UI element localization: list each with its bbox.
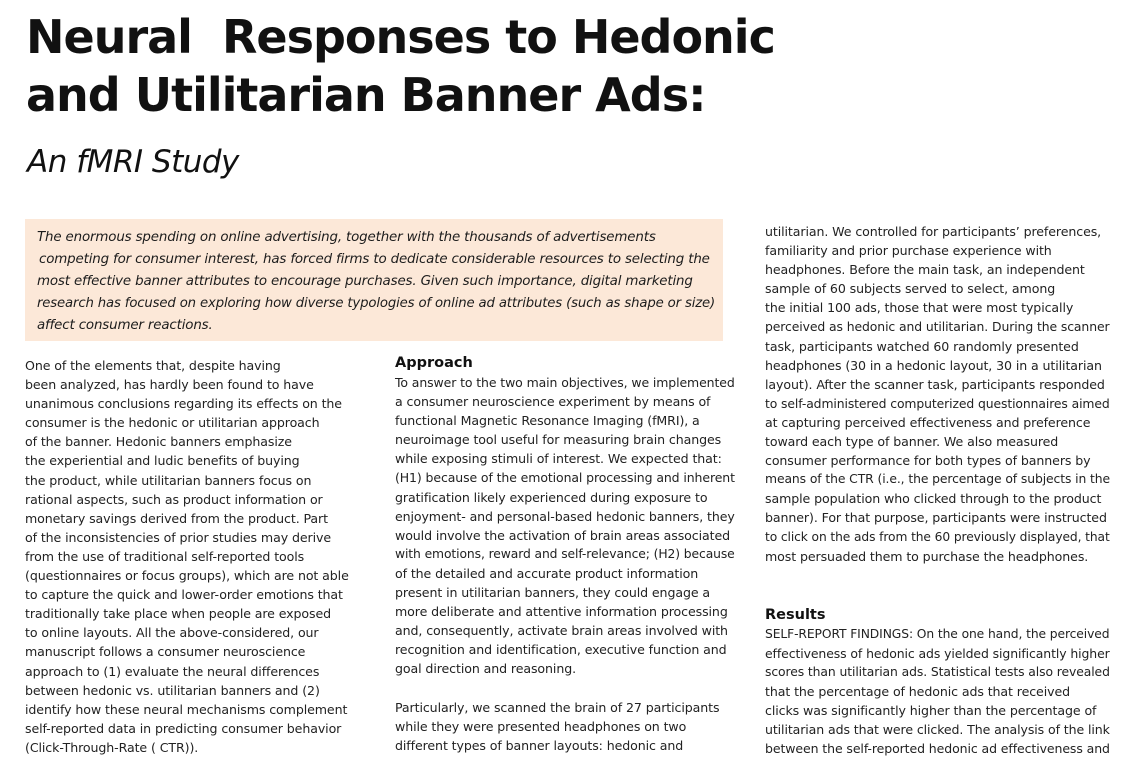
abstract-box	[25, 219, 723, 341]
body-line: self-reported data in predicting consumer behavior	[25, 720, 342, 736]
body-line: consumer is the hedonic or utilitarian approach	[25, 415, 320, 431]
body-line: that the percentage of hedonic ads that received	[765, 683, 1070, 699]
body-line: consumer performance for both types of banners by	[765, 453, 1091, 469]
body-line: utilitarian. We controlled for participants’ preferences,	[765, 224, 1102, 239]
body-line: neuroimage tool useful for measuring brain changes	[395, 432, 722, 448]
body-line: scores than utilitarian ads. Statistical tests also revealed	[765, 664, 1110, 679]
body-line: headphones. Before the main task, an independent	[765, 262, 1085, 278]
body-line: between the self-reported hedonic ad effectiveness and	[765, 741, 1110, 757]
body-line: headphones (30 in a hedonic layout, 30 in a utilitarian	[765, 357, 1102, 373]
body-line: unanimous conclusions regarding its effects on the	[25, 396, 342, 412]
results-section	[765, 606, 1110, 759]
abstract-line: competing for consumer interest, has forced firms to dedicate considerable resources to selecting the	[39, 252, 710, 267]
body-line: means of the CTR (i.e., the percentage of subjects in the	[765, 472, 1111, 487]
title-line: and Utilitarian Banner Ads:	[26, 68, 706, 122]
body-line: banner). For that purpose, participants were instructed	[765, 510, 1107, 526]
body-line: Particularly, we scanned the brain of 27 participants	[395, 699, 720, 715]
body-line: to capture the quick and lower-order emotions that	[25, 587, 343, 603]
body-line: to click on the ads from the 60 previously displayed, that	[765, 529, 1110, 544]
body-line: (questionnaires or focus groups), which are not able	[25, 568, 349, 584]
body-line: the experiential and ludic benefits of buying	[25, 453, 300, 469]
body-line: to online layouts. All the above-considered, our	[25, 625, 319, 641]
body-line: the product, while utilitarian banners focus on	[25, 472, 312, 488]
body-line: utilitarian ads that were clicked. The analysis of the link	[765, 722, 1110, 738]
body-line: effectiveness of hedonic ads yielded significantly higher	[765, 645, 1110, 661]
body-line: manuscript follows a consumer neuroscience	[25, 644, 306, 660]
body-line: would involve the activation of brain areas associated	[395, 527, 731, 543]
article-subtitle: An fMRI Study	[27, 144, 239, 180]
body-line: sample population who clicked through to the product	[765, 491, 1102, 507]
body-line: of the banner. Hedonic banners emphasize	[25, 434, 292, 450]
body-line: SELF-REPORT FINDINGS: On the one hand, the perceived	[765, 626, 1110, 641]
body-line: while they were presented headphones on two	[395, 718, 687, 734]
body-line: different types of banner layouts: hedonic and	[395, 737, 684, 753]
body-line: goal direction and reasoning.	[395, 661, 577, 677]
body-line: with emotions, reward and self-relevance; (H2) because	[395, 546, 735, 561]
methods-results-column	[765, 222, 1110, 758]
body-line: to self-administered computerized questionnaires aimed	[765, 395, 1110, 411]
body-line: monetary savings derived from the product. Part	[25, 510, 328, 526]
abstract-line: The enormous spending on online advertising, together with the thousands of advertisements	[37, 230, 656, 245]
body-line: enjoyment- and personal-based hedonic banners, they	[395, 508, 735, 524]
body-line: sample of 60 subjects served to select, among	[765, 281, 1056, 297]
body-line: of the detailed and accurate product information	[395, 565, 699, 581]
body-line: traditionally take place when people are exposed	[25, 606, 332, 622]
article-title	[26, 8, 775, 124]
body-line: rational aspects, such as product information or	[25, 491, 323, 507]
body-line: most persuaded them to purchase the headphones.	[765, 548, 1089, 564]
body-line: toward each type of banner. We also measured	[765, 434, 1059, 450]
body-line: been analyzed, has hardly been found to have	[25, 377, 314, 393]
abstract-line: affect consumer reactions.	[37, 318, 213, 333]
body-line: from the use of traditional self-reported tools	[25, 548, 305, 564]
approach-column	[395, 354, 735, 755]
title-line: Neural Responses to Hedonic	[26, 10, 775, 64]
body-line: (H1) because of the emotional processing and inherent	[395, 470, 735, 486]
body-line: while exposing stimuli of interest. We expected that:	[395, 451, 722, 467]
body-line: (Click-Through-Rate ( CTR)).	[25, 739, 199, 755]
body-line: gratification likely experienced during exposure to	[395, 489, 708, 505]
body-line: a consumer neuroscience experiment by means of	[395, 394, 711, 410]
body-line: and, consequently, activate brain areas involved with	[395, 623, 728, 639]
body-line: more deliberate and attentive information processing	[395, 604, 728, 620]
body-line: One of the elements that, despite having	[25, 358, 281, 373]
body-line: task, participants watched 60 randomly presented	[765, 338, 1079, 354]
body-line: present in utilitarian banners, they could engage a	[395, 585, 711, 601]
abstract-line: research has focused on exploring how diverse typologies of online ad attributes (such as shape or size)	[37, 296, 716, 311]
body-line: recognition and identification, executive function and	[395, 642, 727, 658]
body-line: clicks was significantly higher than the percentage of	[765, 703, 1097, 719]
body-line: layout). After the scanner task, participants responded	[765, 376, 1105, 392]
body-line: the initial 100 ads, those that were most typically	[765, 300, 1074, 316]
results-heading: Results	[765, 606, 826, 623]
abstract-line: most effective banner attributes to encourage purchases. Given such importance, digital marketing	[37, 274, 693, 289]
body-line: at capturing perceived effectiveness and preference	[765, 414, 1091, 430]
body-line: perceived as hedonic and utilitarian. During the scanner	[765, 319, 1110, 335]
intro-column	[25, 356, 360, 757]
body-line: approach to (1) evaluate the neural differences	[25, 663, 320, 679]
body-line: To answer to the two main objectives, we implemented	[395, 375, 735, 390]
paragraph-gap	[395, 679, 735, 698]
body-line: between hedonic vs. utilitarian banners and (2)	[25, 682, 320, 698]
body-line: functional Magnetic Resonance Imaging (fMRI), a	[395, 413, 700, 429]
approach-heading: Approach	[395, 355, 473, 371]
body-line: of the inconsistencies of prior studies may derive	[25, 529, 331, 545]
body-line: identify how these neural mechanisms complement	[25, 701, 348, 717]
body-line: familiarity and prior purchase experience with	[765, 243, 1052, 259]
